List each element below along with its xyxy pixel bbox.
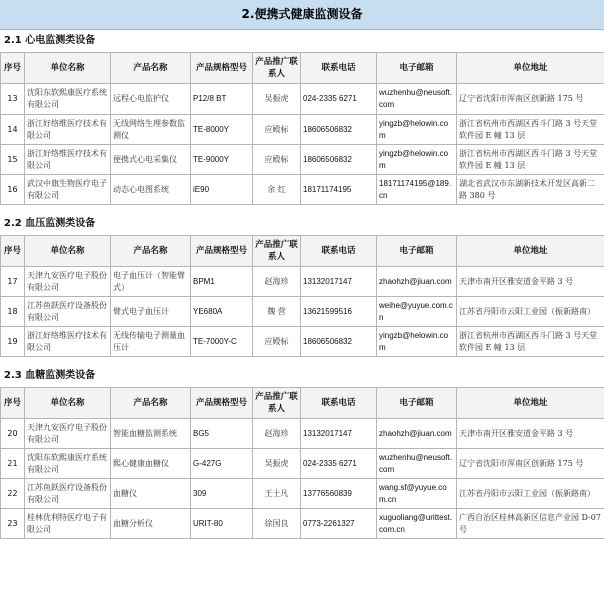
cell-model: P12/8 BT xyxy=(191,84,253,115)
cell-product: 智能血糖监测系统 xyxy=(111,419,191,449)
cell-address: 浙江省杭州市西湖区西斗门路 3 号天堂软件园 E 幢 13 层 xyxy=(457,327,604,357)
cell-no: 16 xyxy=(1,175,25,205)
cell-contact: 应殿标 xyxy=(253,115,301,145)
table-row xyxy=(1,84,604,115)
cell-address: 天津市南开区雅安道金平路 3 号 xyxy=(457,419,604,449)
table-row xyxy=(1,509,604,539)
cell-company: 浙江好络维医疗技术有限公司 xyxy=(25,145,111,175)
cell-contact: 吴振虎 xyxy=(253,449,301,479)
table-row xyxy=(1,145,604,175)
cell-company: 桂林优利特医疗电子有限公司 xyxy=(25,509,111,539)
column-header: 联系电话 xyxy=(301,53,377,84)
cell-no: 20 xyxy=(1,419,25,449)
cell-product: 熙心健康血糖仪 xyxy=(111,449,191,479)
cell-no: 14 xyxy=(1,115,25,145)
column-header: 产品规格型号 xyxy=(191,53,253,84)
column-header: 产品推广联系人 xyxy=(253,53,301,84)
cell-company: 天津九安医疗电子股份有限公司 xyxy=(25,419,111,449)
cell-email[interactable]: weihe@yuyue.com.cn xyxy=(377,297,457,327)
cell-company: 江苏鱼跃医疗设备股份有限公司 xyxy=(25,297,111,327)
cell-email[interactable]: zhaohzh@jiuan.com xyxy=(377,419,457,449)
cell-email[interactable]: yingzb@helowin.com xyxy=(377,115,457,145)
cell-email[interactable]: yingzb@helowin.com xyxy=(377,145,457,175)
column-header: 电子邮箱 xyxy=(377,53,457,84)
cell-phone: 18171174195 xyxy=(301,175,377,205)
cell-no: 13 xyxy=(1,84,25,115)
column-header: 序号 xyxy=(1,236,25,267)
cell-product: 无线网络生理参数监测仪 xyxy=(111,115,191,145)
column-header: 电子邮箱 xyxy=(377,236,457,267)
section-heading-text: 2.1 心电监测类设备 xyxy=(4,35,96,46)
cell-model: TE-8000Y xyxy=(191,115,253,145)
cell-address: 浙江省杭州市西湖区西斗门路 3 号天堂软件园 E 幢 13 层 xyxy=(457,115,604,145)
cell-address: 辽宁省沈阳市浑南区创新路 175 号 xyxy=(457,84,604,115)
cell-phone: 13132017147 xyxy=(301,419,377,449)
cell-no: 18 xyxy=(1,297,25,327)
cell-phone: 18606506832 xyxy=(301,327,377,357)
cell-address: 江苏省丹阳市云阳工业园（振新路南） xyxy=(457,479,604,509)
cell-address: 天津市南开区雅安道金平路 3 号 xyxy=(457,267,604,297)
table-row xyxy=(1,175,604,205)
column-header: 联系电话 xyxy=(301,388,377,419)
column-header: 产品名称 xyxy=(111,388,191,419)
cell-company: 天津九安医疗电子股份有限公司 xyxy=(25,267,111,297)
device-table xyxy=(0,52,604,205)
cell-phone: 024-2335 6271 xyxy=(301,84,377,115)
column-header: 序号 xyxy=(1,388,25,419)
cell-model: YE680A xyxy=(191,297,253,327)
cell-company: 江苏鱼跃医疗设备股份有限公司 xyxy=(25,479,111,509)
cell-phone: 18606506832 xyxy=(301,145,377,175)
cell-contact: 魏 营 xyxy=(253,297,301,327)
cell-product: 血糖仪 xyxy=(111,479,191,509)
cell-company: 沈阳东软熙康医疗系统有限公司 xyxy=(25,449,111,479)
column-header: 联系电话 xyxy=(301,236,377,267)
cell-email[interactable]: 18171174195@189.cn xyxy=(377,175,457,205)
table-row xyxy=(1,115,604,145)
cell-address: 江苏省丹阳市云阳工业园（振新路南） xyxy=(457,297,604,327)
section-heading xyxy=(0,30,604,52)
cell-model: URIT-80 xyxy=(191,509,253,539)
table-header-row xyxy=(1,236,604,267)
cell-no: 22 xyxy=(1,479,25,509)
section-spacer xyxy=(0,205,604,213)
cell-contact: 赵海珍 xyxy=(253,419,301,449)
cell-no: 21 xyxy=(1,449,25,479)
cell-phone: 18606506832 xyxy=(301,115,377,145)
cell-contact: 徐国良 xyxy=(253,509,301,539)
cell-product: 电子血压计（智能臂式） xyxy=(111,267,191,297)
cell-phone: 13132017147 xyxy=(301,267,377,297)
table-row xyxy=(1,449,604,479)
cell-address: 湖北省武汉市东湖新技术开发区高新二路 380 号 xyxy=(457,175,604,205)
column-header: 单位名称 xyxy=(25,388,111,419)
table-row xyxy=(1,297,604,327)
cell-no: 23 xyxy=(1,509,25,539)
cell-product: 远程心电监护仪 xyxy=(111,84,191,115)
cell-contact: 应殿标 xyxy=(253,145,301,175)
cell-model: 309 xyxy=(191,479,253,509)
column-header: 单位名称 xyxy=(25,236,111,267)
table-row xyxy=(1,419,604,449)
cell-no: 17 xyxy=(1,267,25,297)
cell-email[interactable]: wang.sf@yuyue.com.cn xyxy=(377,479,457,509)
column-header: 单位地址 xyxy=(457,236,604,267)
cell-phone: 024-2335 6271 xyxy=(301,449,377,479)
table-row xyxy=(1,327,604,357)
cell-model: iE90 xyxy=(191,175,253,205)
cell-address: 辽宁省沈阳市浑南区创新路 175 号 xyxy=(457,449,604,479)
table-row xyxy=(1,267,604,297)
cell-no: 15 xyxy=(1,145,25,175)
cell-email[interactable]: zhaohzh@jiuan.com xyxy=(377,267,457,297)
cell-company: 浙江好络维医疗技术有限公司 xyxy=(25,327,111,357)
cell-model: TE-7000Y-C xyxy=(191,327,253,357)
column-header: 产品名称 xyxy=(111,53,191,84)
column-header: 产品推广联系人 xyxy=(253,388,301,419)
section-heading xyxy=(0,213,604,235)
cell-contact: 余 红 xyxy=(253,175,301,205)
table-header-row xyxy=(1,53,604,84)
device-table xyxy=(0,235,604,357)
device-table xyxy=(0,387,604,539)
cell-company: 武汉中旗生物医疗电子有限公司 xyxy=(25,175,111,205)
cell-phone: 0773-2261327 xyxy=(301,509,377,539)
cell-no: 19 xyxy=(1,327,25,357)
section-heading-text: 2.2 血压监测类设备 xyxy=(4,218,96,229)
table-row xyxy=(1,479,604,509)
cell-model: BG5 xyxy=(191,419,253,449)
column-header: 单位地址 xyxy=(457,53,604,84)
cell-address: 广西自治区桂林高新区信息产业园 D-07 号 xyxy=(457,509,604,539)
column-header: 单位名称 xyxy=(25,53,111,84)
section-spacer xyxy=(0,357,604,365)
column-header: 产品规格型号 xyxy=(191,236,253,267)
section-heading-text: 2.3 血糖监测类设备 xyxy=(4,370,96,381)
cell-phone: 13621599516 xyxy=(301,297,377,327)
section-heading xyxy=(0,365,604,387)
column-header: 产品推广联系人 xyxy=(253,236,301,267)
cell-address: 浙江省杭州市西湖区西斗门路 3 号天堂软件园 E 幢 13 层 xyxy=(457,145,604,175)
cell-contact: 吴振虎 xyxy=(253,84,301,115)
cell-company: 沈阳东软熙康医疗系统有限公司 xyxy=(25,84,111,115)
column-header: 序号 xyxy=(1,53,25,84)
cell-email[interactable]: wuzhenhu@neusoft.com xyxy=(377,84,457,115)
table-header-row xyxy=(1,388,604,419)
cell-email[interactable]: wuzhenhu@neusoft.com xyxy=(377,449,457,479)
cell-phone: 13776560839 xyxy=(301,479,377,509)
cell-product: 无线传输电子测量血压计 xyxy=(111,327,191,357)
cell-model: G-427G xyxy=(191,449,253,479)
cell-contact: 应殿标 xyxy=(253,327,301,357)
cell-product: 便携式心电采集仪 xyxy=(111,145,191,175)
cell-contact: 赵海珍 xyxy=(253,267,301,297)
page-title: 2.便携式健康监测设备 xyxy=(0,0,604,30)
column-header: 单位地址 xyxy=(457,388,604,419)
cell-email[interactable]: yingzb@helowin.com xyxy=(377,327,457,357)
column-header: 产品规格型号 xyxy=(191,388,253,419)
cell-product: 动态心电图系统 xyxy=(111,175,191,205)
cell-model: TE-9000Y xyxy=(191,145,253,175)
column-header: 产品名称 xyxy=(111,236,191,267)
cell-company: 浙江好络维医疗技术有限公司 xyxy=(25,115,111,145)
cell-contact: 王士凡 xyxy=(253,479,301,509)
cell-product: 臂式电子血压计 xyxy=(111,297,191,327)
sections-container xyxy=(0,30,604,539)
column-header: 电子邮箱 xyxy=(377,388,457,419)
cell-product: 血糖分析仪 xyxy=(111,509,191,539)
cell-email[interactable]: xuguoliang@urittest.com.cn xyxy=(377,509,457,539)
cell-model: BPM1 xyxy=(191,267,253,297)
